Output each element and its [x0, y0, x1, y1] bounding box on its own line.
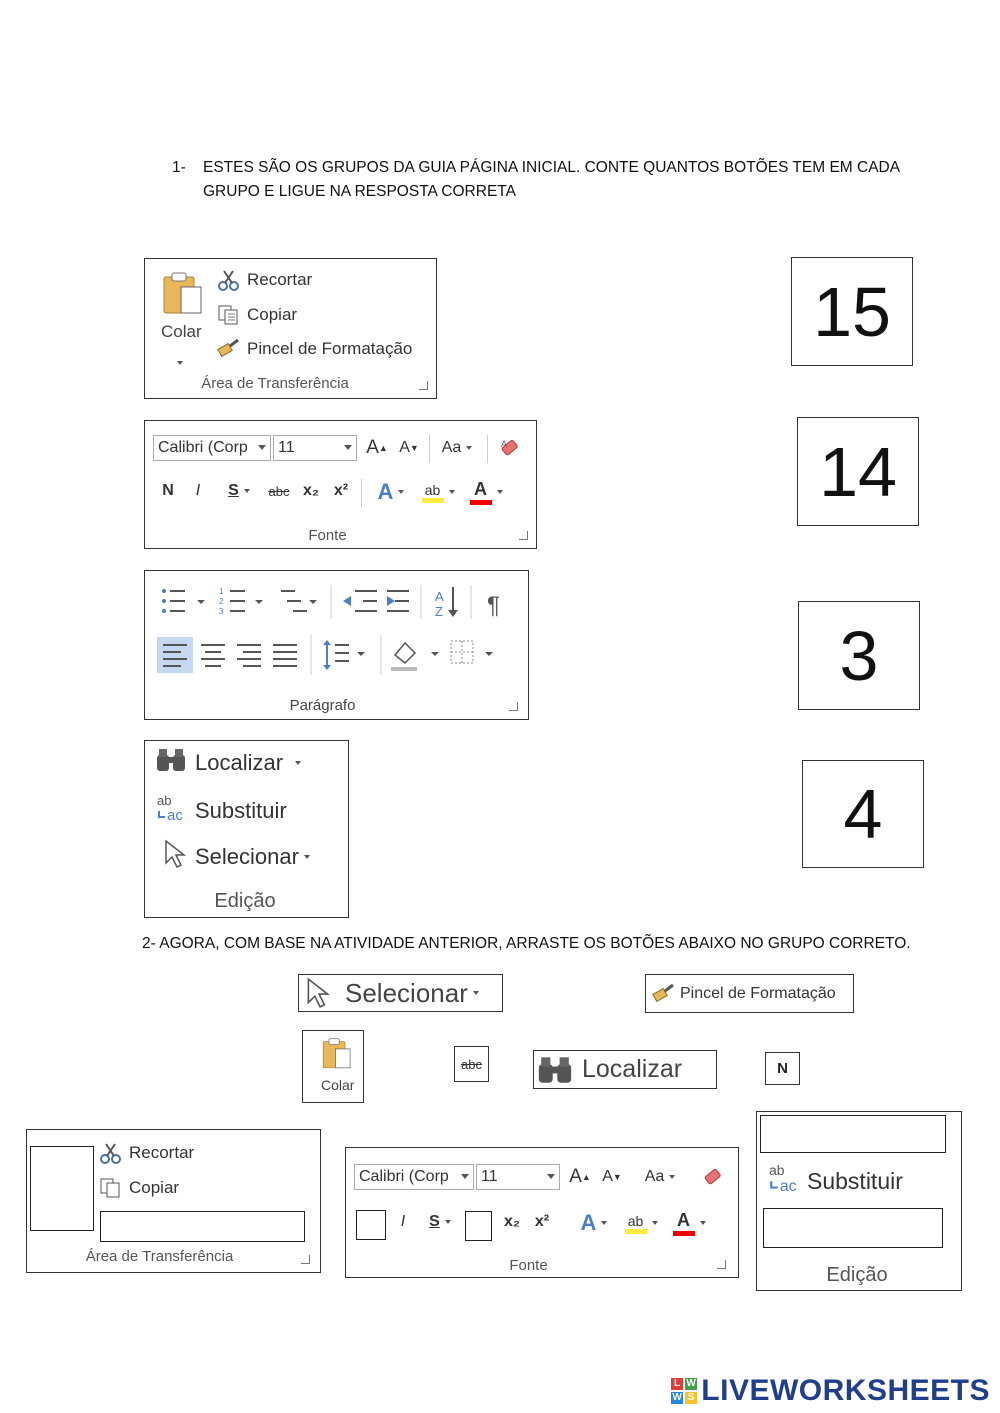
answer-value: 3	[839, 616, 879, 695]
font-group-label: Fonte	[509, 1257, 548, 1274]
subscript-label: x₂	[302, 482, 319, 499]
editing-group-label: Edição	[214, 890, 276, 912]
highlight-color-bar	[422, 498, 444, 503]
cut-button[interactable]	[217, 269, 312, 291]
grow-font-button: A ▲	[569, 1166, 591, 1187]
font-color-button	[668, 1210, 710, 1236]
clipboard-group-label: Área de Transferência	[201, 375, 349, 392]
subscript-label: x₂	[503, 1213, 520, 1230]
font-size-combo	[476, 1164, 560, 1190]
eraser-icon	[499, 437, 521, 459]
change-case-label: Aa	[644, 1168, 665, 1185]
answer-value: 14	[819, 432, 897, 511]
cursor-icon	[305, 977, 331, 1009]
font-color-label: A	[474, 479, 487, 499]
editing-group-label: Edição	[826, 1264, 888, 1286]
bullets-icon	[162, 589, 185, 613]
replace-button	[767, 1162, 903, 1200]
drag-strikethrough-label: abc	[461, 1056, 482, 1072]
font-color-button[interactable]	[465, 479, 507, 505]
question1-text: ESTES SÃO OS GRUPOS DA GUIA PÁGINA INICIAL. CONTE QUANTOS BOTÕES TEM EM CADA GRUPO E LIGUE NA RESPOSTA CORRETA	[203, 159, 900, 200]
drag-item-paste[interactable]	[302, 1030, 364, 1103]
find-label: Localizar	[195, 750, 284, 775]
dialog-launcher-icon[interactable]	[419, 381, 428, 390]
italic-label: I	[400, 1213, 406, 1230]
bold-button[interactable]	[157, 479, 179, 503]
copy-button[interactable]	[217, 304, 297, 326]
subscript-button	[500, 1210, 524, 1234]
highlight-color-bar	[625, 1229, 647, 1234]
font-name-combo[interactable]	[153, 435, 271, 461]
copy-label: Copiar	[129, 1178, 180, 1197]
find-button[interactable]	[155, 747, 301, 779]
copy-icon	[217, 304, 241, 326]
svg-text:A: A	[435, 589, 444, 604]
cursor-icon	[163, 839, 187, 875]
underline-label: S	[228, 482, 239, 499]
superscript-label: x²	[534, 1213, 550, 1230]
drop-slot-paste[interactable]	[30, 1146, 94, 1231]
paste-icon	[161, 271, 205, 322]
liveworksheets-logo	[671, 1374, 990, 1408]
dialog-launcher-icon	[301, 1255, 310, 1264]
multilevel-list-icon	[281, 591, 307, 611]
svg-text:Z: Z	[435, 604, 443, 619]
drag-item-bold[interactable]	[765, 1052, 800, 1085]
select-label: Selecionar	[195, 844, 299, 869]
underline-button[interactable]	[219, 479, 259, 503]
text-effects-label: A	[377, 479, 394, 504]
svg-text:ab: ab	[157, 793, 172, 808]
drag-format-painter-label: Pincel de Formatação	[680, 984, 836, 1002]
shrink-font-button[interactable]: A ▼	[399, 439, 419, 456]
drag-item-select[interactable]	[298, 974, 503, 1012]
target-editing-group	[756, 1111, 962, 1291]
text-effects-label: A	[580, 1210, 597, 1235]
clipboard-group	[144, 258, 437, 399]
drag-find-label: Localizar	[582, 1055, 683, 1083]
drop-slot-select[interactable]	[763, 1208, 943, 1248]
subscript-button[interactable]	[299, 479, 323, 503]
underline-button	[420, 1210, 460, 1234]
svg-text:ac: ac	[167, 807, 183, 823]
drag-select-label: Selecionar	[345, 977, 468, 1008]
cut-label: Recortar	[247, 270, 313, 289]
text-effects-button[interactable]	[369, 479, 413, 505]
paragraph-group	[144, 570, 529, 720]
highlight-label: ab	[627, 1212, 644, 1229]
underline-label: S	[429, 1213, 440, 1230]
dialog-launcher-icon	[717, 1260, 726, 1269]
svg-text:ab: ab	[769, 1162, 785, 1178]
font-color-label: A	[677, 1210, 690, 1230]
font-name-value: Calibri (Corp	[158, 439, 248, 456]
grow-font-label: A	[569, 1166, 582, 1187]
replace-label: Substituir	[807, 1167, 903, 1194]
cut-button	[99, 1142, 194, 1164]
font-group-label: Fonte	[308, 527, 347, 544]
svg-text:2: 2	[219, 597, 224, 606]
svg-text:¶: ¶	[487, 592, 500, 619]
drag-item-format-painter[interactable]	[645, 974, 854, 1013]
answer-box[interactable]	[802, 760, 924, 868]
answer-box[interactable]	[791, 257, 913, 366]
drag-item-find[interactable]	[533, 1050, 717, 1089]
change-case-button	[638, 1164, 682, 1190]
shrink-font-label: A	[602, 1168, 613, 1185]
decrease-indent-icon	[355, 591, 377, 611]
svg-text:3: 3	[219, 607, 224, 616]
paste-label: Colar	[161, 322, 202, 341]
replace-button[interactable]	[155, 793, 287, 829]
font-group	[144, 420, 537, 549]
copy-icon	[99, 1177, 123, 1199]
question1-number: 1-	[172, 159, 186, 176]
highlight-button	[620, 1210, 662, 1236]
cut-label: Recortar	[129, 1143, 195, 1162]
copy-label: Copiar	[247, 305, 298, 324]
copy-button	[99, 1177, 179, 1199]
binoculars-icon	[155, 747, 187, 779]
paintbrush-icon	[217, 338, 241, 360]
change-case-label: Aa	[441, 439, 462, 456]
font-color-bar	[673, 1231, 695, 1236]
answer-value: 4	[843, 775, 883, 853]
highlight-label: ab	[424, 481, 441, 498]
clipboard-group-label: Área de Transferência	[85, 1248, 234, 1265]
answer-box[interactable]	[798, 601, 920, 710]
highlight-button[interactable]	[417, 479, 459, 505]
font-size-value: 11	[278, 439, 295, 456]
bold-label: N	[162, 482, 174, 499]
target-clipboard-group	[26, 1129, 321, 1273]
superscript-button	[530, 1210, 554, 1234]
numbering-icon	[230, 591, 245, 611]
font-size-value: 11	[481, 1168, 498, 1185]
paintbrush-icon	[652, 983, 676, 1005]
format-painter-button[interactable]	[217, 338, 412, 360]
change-case-button[interactable]	[435, 435, 479, 461]
answer-value: 15	[813, 272, 891, 351]
replace-label: Substituir	[195, 798, 287, 823]
paste-icon	[321, 1035, 353, 1073]
format-painter-label: Pincel de Formatação	[247, 339, 413, 358]
replace-icon	[155, 793, 187, 829]
paste-dropdown-icon	[177, 352, 183, 370]
italic-label: I	[195, 482, 201, 499]
italic-button[interactable]	[187, 479, 209, 503]
answer-box[interactable]	[797, 417, 919, 526]
replace-icon	[767, 1162, 801, 1200]
shrink-font-button: A ▼	[602, 1168, 622, 1185]
logo-mark: L W W S	[672, 1378, 697, 1403]
drag-paste-label: Colar	[321, 1077, 355, 1093]
font-name-value: Calibri (Corp	[359, 1168, 449, 1185]
font-size-combo[interactable]	[273, 435, 357, 461]
italic-button	[392, 1210, 414, 1234]
eraser-icon	[702, 1166, 724, 1188]
clear-formatting-button	[700, 1164, 726, 1190]
drag-item-strikethrough[interactable]	[454, 1046, 489, 1082]
editing-group	[144, 740, 349, 918]
drag-bold-label: N	[777, 1060, 788, 1077]
superscript-button[interactable]	[329, 479, 353, 503]
dialog-launcher-icon[interactable]	[519, 531, 528, 540]
binoculars-icon	[536, 1055, 574, 1085]
svg-text:ac: ac	[779, 1177, 797, 1194]
paragraph-group-label: Parágrafo	[289, 697, 356, 714]
superscript-label: x²	[333, 482, 349, 499]
brand-text: LIVEWORKSHEETS	[701, 1374, 990, 1407]
scissors-icon	[217, 269, 241, 291]
scissors-icon	[99, 1142, 123, 1164]
strikethrough-label: abc	[268, 483, 290, 499]
clear-formatting-button[interactable]	[497, 435, 523, 461]
svg-text:A: A	[501, 439, 508, 449]
target-font-group	[345, 1147, 739, 1278]
dialog-launcher-icon[interactable]	[509, 702, 518, 711]
drop-slot-bold[interactable]	[356, 1210, 386, 1240]
drop-slot-format-painter[interactable]	[100, 1211, 305, 1242]
text-effects-button	[572, 1210, 616, 1236]
grow-font-label: A	[366, 437, 379, 458]
paragraph-buttons	[155, 583, 525, 683]
svg-text:1: 1	[219, 587, 224, 596]
font-name-combo	[354, 1164, 474, 1190]
font-color-bar	[470, 500, 492, 505]
question2-text: 2- AGORA, COM BASE NA ATIVIDADE ANTERIOR, ARRASTE OS BOTÕES ABAIXO NO GRUPO CORRETO.	[142, 935, 911, 952]
select-button[interactable]	[163, 839, 310, 875]
drop-slot-find[interactable]	[760, 1115, 946, 1153]
drop-slot-strikethrough[interactable]	[465, 1211, 492, 1241]
shrink-font-label: A	[399, 439, 410, 456]
strikethrough-button[interactable]	[265, 479, 293, 503]
grow-font-button[interactable]: A ▲	[366, 437, 388, 458]
